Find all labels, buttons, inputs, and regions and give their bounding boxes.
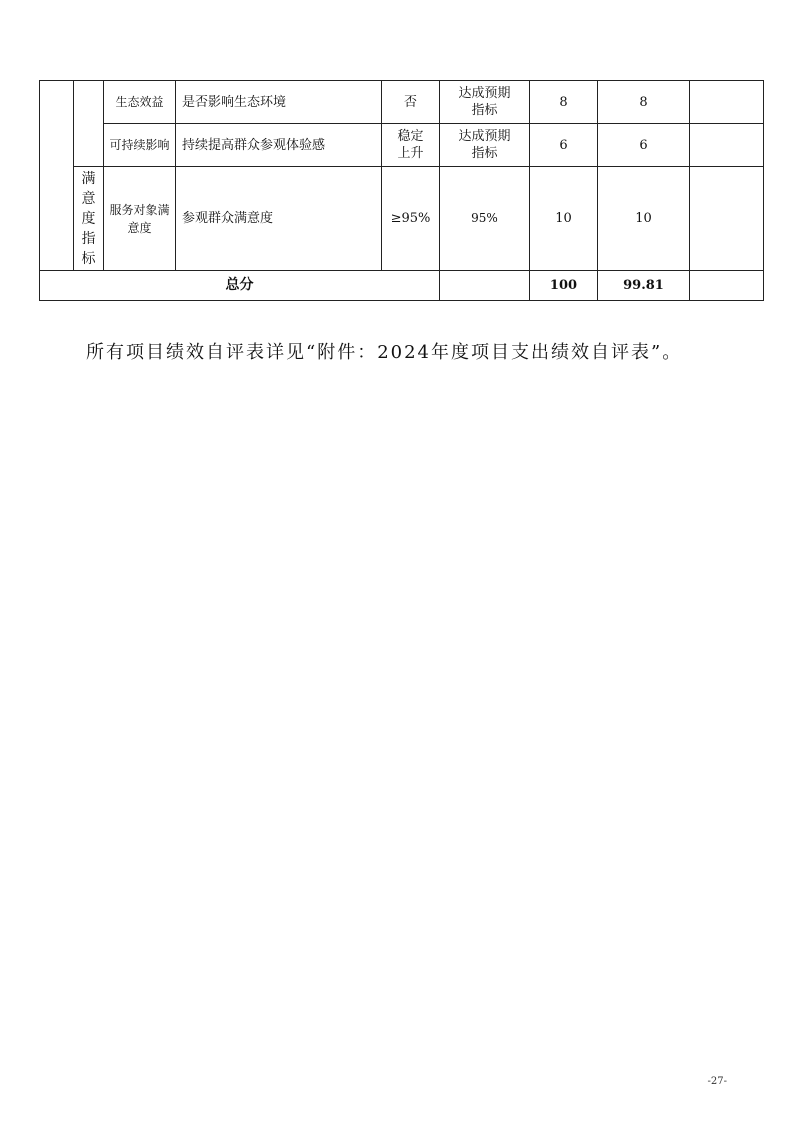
completion-text: 达成预期指标 [458, 129, 511, 161]
total-remark-cell [690, 271, 764, 301]
target-cell [382, 124, 440, 167]
total-completion-cell [440, 271, 530, 301]
indicator-cell: 参观群众满意度 [176, 167, 382, 271]
sub-category-text: 可持续影响 [109, 138, 170, 152]
table-row [40, 167, 764, 271]
total-weight: 100 [530, 271, 598, 301]
target-text: 稳定上升 [397, 129, 424, 161]
weight-cell: 10 [530, 167, 598, 271]
sub-category-cell [104, 167, 176, 271]
indicator-cell: 持续提高群众参观体验感 [176, 124, 382, 167]
category-cell [74, 167, 104, 271]
remark-cell [690, 81, 764, 124]
level2-category-cell [74, 81, 104, 167]
table-row [40, 124, 764, 167]
completion-cell [440, 124, 530, 167]
target-cell: 否 [382, 81, 440, 124]
indicator-cell: 是否影响生态环境 [176, 81, 382, 124]
score-cell: 8 [598, 81, 690, 124]
level1-category-cell [40, 81, 74, 271]
sub-category-cell [104, 124, 176, 167]
body-paragraph: 所有项目绩效自评表详见“附件：2024年度项目支出绩效自评表”。 [86, 342, 683, 363]
completion-text: 达成预期指标 [458, 86, 511, 118]
table-row [40, 81, 764, 124]
performance-table [39, 80, 764, 301]
target-cell: ≥95% [382, 167, 440, 271]
remark-cell [690, 167, 764, 271]
completion-cell: 95% [440, 167, 530, 271]
sub-category-cell: 生态效益 [104, 81, 176, 124]
sub-category-text: 服务对象满意度 [109, 202, 170, 235]
total-label: 总分 [40, 271, 440, 301]
weight-cell: 8 [530, 81, 598, 124]
completion-cell [440, 81, 530, 124]
total-score: 99.81 [598, 271, 690, 301]
score-cell: 10 [598, 167, 690, 271]
page-number-wrapper [0, 1076, 793, 1087]
score-cell: 6 [598, 124, 690, 167]
page-number: -27- [707, 1076, 727, 1087]
total-row [40, 271, 764, 301]
weight-cell: 6 [530, 124, 598, 167]
category-text: 满意度指标 [81, 170, 96, 267]
remark-cell [690, 124, 764, 167]
